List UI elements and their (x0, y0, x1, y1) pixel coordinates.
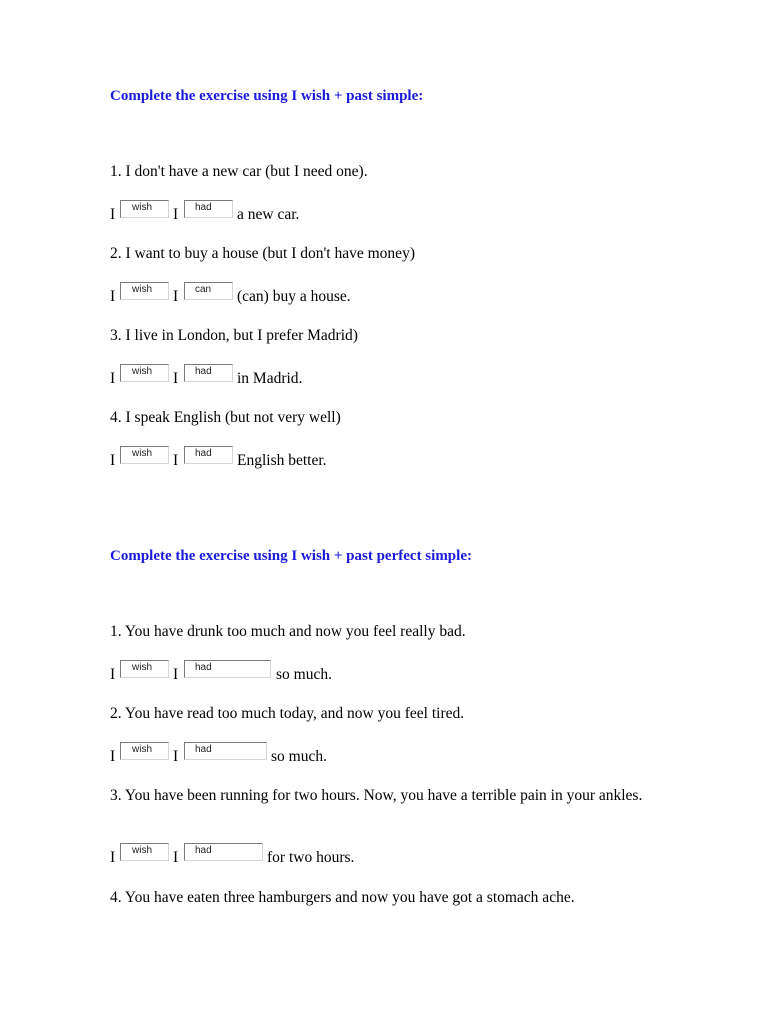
sentence-end: English better. (237, 452, 327, 469)
verb-input[interactable]: can (184, 282, 233, 300)
pronoun-label: I (110, 666, 116, 683)
pronoun-label: I (110, 206, 116, 223)
wish-input[interactable]: wish (120, 200, 169, 218)
verb-input[interactable]: had (184, 660, 271, 678)
pronoun-label: I (173, 666, 179, 683)
section1-question-3: 3. I live in London, but I prefer Madrid) (110, 327, 358, 344)
verb-input[interactable]: had (184, 446, 233, 464)
section1-question-2: 2. I want to buy a house (but I don't have money) (110, 245, 415, 262)
pronoun-label: I (173, 288, 179, 305)
sentence-end: (can) buy a house. (237, 288, 351, 305)
verb-input[interactable]: had (184, 364, 233, 382)
section2-question-3: 3. You have been running for two hours. Now, you have a terrible pain in your ankles. (110, 787, 643, 804)
section2-question-1: 1. You have drunk too much and now you feel really bad. (110, 623, 466, 640)
section1-heading: Complete the exercise using I wish + past simple: (110, 88, 424, 104)
wish-input[interactable]: wish (120, 446, 169, 464)
pronoun-label: I (173, 748, 179, 765)
sentence-end: in Madrid. (237, 370, 303, 387)
pronoun-label: I (110, 452, 116, 469)
wish-input[interactable]: wish (120, 364, 169, 382)
section2-question-4: 4. You have eaten three hamburgers and now you have got a stomach ache. (110, 889, 575, 906)
pronoun-label: I (173, 452, 179, 469)
wish-input[interactable]: wish (120, 660, 169, 678)
section1-question-1: 1. I don't have a new car (but I need one). (110, 163, 368, 180)
pronoun-label: I (110, 849, 116, 866)
pronoun-label: I (173, 370, 179, 387)
pronoun-label: I (173, 849, 179, 866)
section2-heading: Complete the exercise using I wish + past perfect simple: (110, 548, 472, 564)
sentence-end: so much. (271, 748, 327, 765)
wish-input[interactable]: wish (120, 742, 169, 760)
section1-question-4: 4. I speak English (but not very well) (110, 409, 341, 426)
verb-input[interactable]: had (184, 200, 233, 218)
sentence-end: so much. (276, 666, 332, 683)
pronoun-label: I (110, 748, 116, 765)
verb-input[interactable]: had (184, 742, 267, 760)
wish-input[interactable]: wish (120, 282, 169, 300)
sentence-end: a new car. (237, 206, 300, 223)
pronoun-label: I (173, 206, 179, 223)
verb-input[interactable]: had (184, 843, 263, 861)
sentence-end: for two hours. (267, 849, 355, 866)
wish-input[interactable]: wish (120, 843, 169, 861)
pronoun-label: I (110, 288, 116, 305)
section2-question-2: 2. You have read too much today, and now you feel tired. (110, 705, 465, 722)
pronoun-label: I (110, 370, 116, 387)
